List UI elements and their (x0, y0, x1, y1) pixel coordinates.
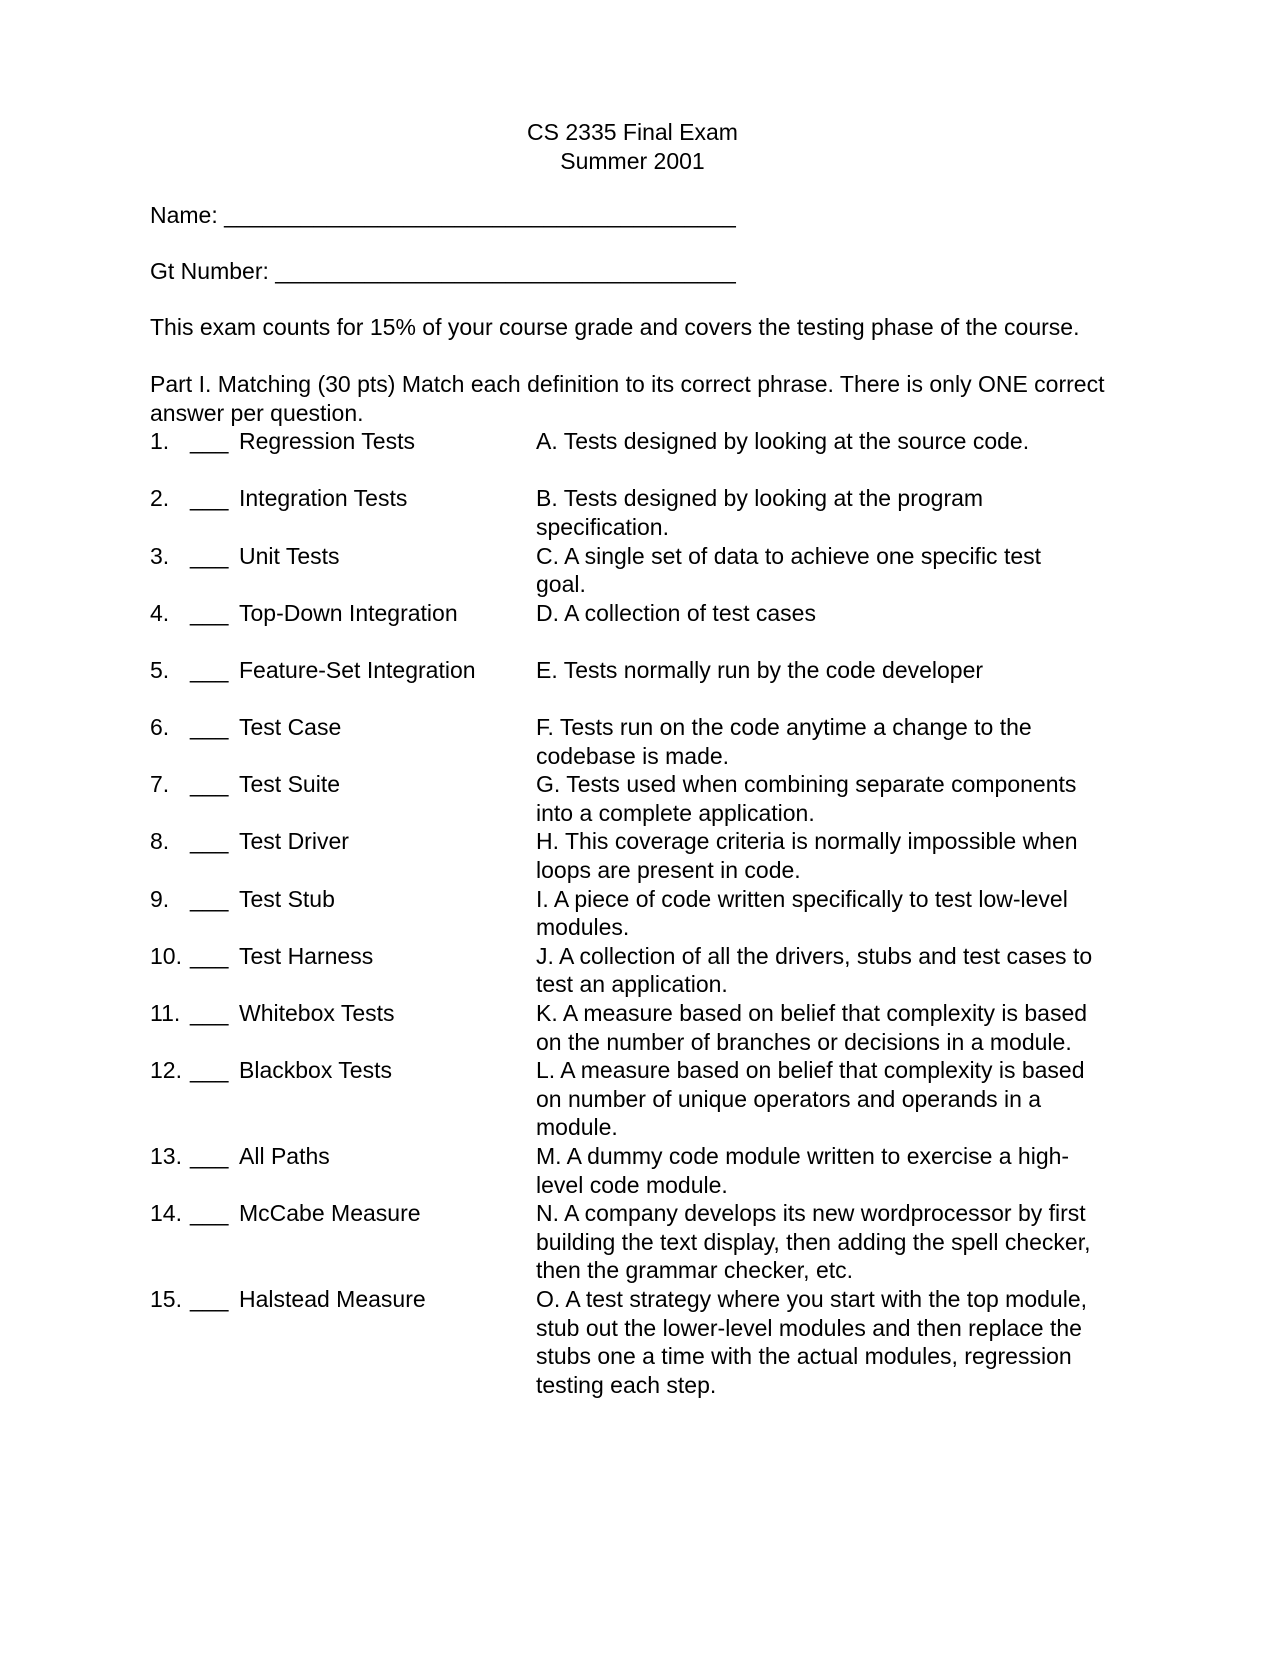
answer-blank[interactable]: ___ (190, 942, 229, 969)
definition: K. A measure based on belief that complexity is based on the number of branches or decisions in a module. (536, 1000, 1088, 1055)
question-term (150, 656, 536, 685)
term-label: Blackbox Tests (239, 1057, 392, 1084)
matching-list (150, 427, 1130, 1399)
matching-row (150, 1285, 1130, 1399)
question-term (150, 999, 536, 1028)
term-label: Integration Tests (239, 485, 408, 512)
question-term (150, 827, 536, 856)
definition: G. Tests used when combining separate components into a complete application. (536, 771, 1077, 826)
definition: J. A collection of all the drivers, stubs and test cases to test an application. (536, 942, 1093, 998)
question-number: 11. (150, 1000, 181, 1027)
term-label: Top-Down Integration (239, 599, 458, 626)
term-label: Regression Tests (239, 428, 415, 455)
answer-blank[interactable]: ___ (190, 714, 229, 741)
definition: D. A collection of test cases (536, 599, 816, 626)
term-label: Test Harness (239, 942, 374, 969)
question-term (150, 1199, 536, 1228)
exam-title: CS 2335 Final Exam (527, 119, 738, 145)
matching-row (150, 770, 1130, 827)
question-term (150, 599, 536, 628)
question-term (150, 770, 536, 799)
question-term (150, 1056, 536, 1085)
term-label: Test Driver (239, 828, 349, 855)
question-number: 6. (150, 714, 170, 741)
matching-row (150, 827, 1130, 884)
matching-row (150, 999, 1130, 1056)
question-term (150, 484, 536, 513)
matching-row (150, 656, 1130, 685)
question-number: 15. (150, 1285, 182, 1312)
matching-row (150, 885, 1130, 942)
question-term (150, 885, 536, 914)
matching-row (150, 542, 1130, 599)
definition: N. A company develops its new wordprocessor by first building the text display, then adding the spell checker, then the grammar checker, etc. (536, 1200, 1091, 1284)
definition: I. A piece of code written specifically to test low-level modules. (536, 885, 1068, 941)
exam-header (150, 118, 1115, 175)
question-number: 2. (150, 485, 170, 512)
answer-blank[interactable]: ___ (190, 428, 229, 455)
question-term (150, 427, 536, 456)
question-term (150, 542, 536, 571)
answer-blank[interactable]: ___ (190, 771, 229, 798)
answer-blank[interactable]: ___ (190, 1143, 229, 1169)
answer-blank[interactable]: ___ (190, 599, 229, 626)
matching-row (150, 599, 1130, 628)
question-term (150, 1142, 536, 1171)
answer-blank[interactable]: ___ (190, 542, 229, 569)
exam-instructions: This exam counts for 15% of your course grade and covers the testing phase of the course. (150, 314, 1080, 341)
question-number: 5. (150, 656, 170, 683)
question-number: 14. (150, 1200, 182, 1227)
question-number: 9. (150, 885, 170, 912)
matching-row (150, 1199, 1130, 1285)
term-label: Halstead Measure (239, 1285, 426, 1312)
matching-row (150, 484, 1130, 541)
answer-blank[interactable]: ___ (190, 885, 229, 912)
question-number: 12. (150, 1057, 182, 1084)
question-number: 10. (150, 942, 182, 969)
answer-blank[interactable]: ___ (190, 656, 229, 683)
exam-term: Summer 2001 (560, 147, 705, 174)
term-label: All Paths (239, 1143, 330, 1169)
question-number: 7. (150, 771, 170, 798)
gt-number-field[interactable]: Gt Number: ____________________________________ (150, 257, 736, 284)
definition: C. A single set of data to achieve one specific test goal. (536, 542, 1042, 598)
matching-row (150, 1142, 1130, 1199)
exam-content (150, 118, 1130, 1399)
definition: M. A dummy code module written to exercise a high-level code module. (536, 1143, 1070, 1198)
definition: B. Tests designed by looking at the program specification. (536, 485, 984, 540)
term-label: Test Case (239, 714, 342, 741)
question-term (150, 713, 536, 742)
definition: H. This coverage criteria is normally impossible when loops are present in code. (536, 828, 1078, 884)
definition: F. Tests run on the code anytime a change to the codebase is made. (536, 714, 1032, 769)
definition: L. A measure based on belief that complexity is based on number of unique operators and operands in a module. (536, 1057, 1085, 1141)
question-term (150, 1285, 536, 1314)
answer-blank[interactable]: ___ (190, 1057, 229, 1084)
term-label: McCabe Measure (239, 1200, 421, 1227)
part1-heading: Part I. Matching (30 pts) Match each definition to its correct phrase. There is only ONE correct answer per question. (150, 370, 1105, 426)
answer-blank[interactable]: ___ (190, 828, 229, 855)
matching-row (150, 1056, 1130, 1142)
answer-blank[interactable]: ___ (190, 485, 229, 512)
answer-blank[interactable]: ___ (190, 1200, 229, 1227)
definition: A. Tests designed by looking at the source code. (536, 428, 1030, 455)
answer-blank[interactable]: ___ (190, 1285, 229, 1312)
question-number: 1. (150, 428, 170, 455)
matching-row (150, 942, 1130, 999)
question-number: 4. (150, 599, 170, 626)
question-number: 3. (150, 542, 170, 569)
term-label: Unit Tests (239, 542, 340, 569)
name-field[interactable]: Name: ________________________________________ (150, 202, 736, 229)
question-number: 13. (150, 1143, 182, 1169)
answer-blank[interactable]: ___ (190, 1000, 229, 1027)
matching-row (150, 713, 1130, 770)
definition: O. A test strategy where you start with the top module, stub out the lower-level modules and then replace the stubs one a time with the actual modules, regression testing each step. (536, 1285, 1088, 1398)
question-term (150, 942, 536, 971)
term-label: Test Stub (239, 885, 335, 912)
term-label: Feature-Set Integration (239, 656, 476, 683)
term-label: Test Suite (239, 771, 340, 798)
term-label: Whitebox Tests (239, 1000, 395, 1027)
matching-row (150, 427, 1130, 456)
definition: E. Tests normally run by the code developer (536, 656, 984, 683)
question-number: 8. (150, 828, 170, 855)
